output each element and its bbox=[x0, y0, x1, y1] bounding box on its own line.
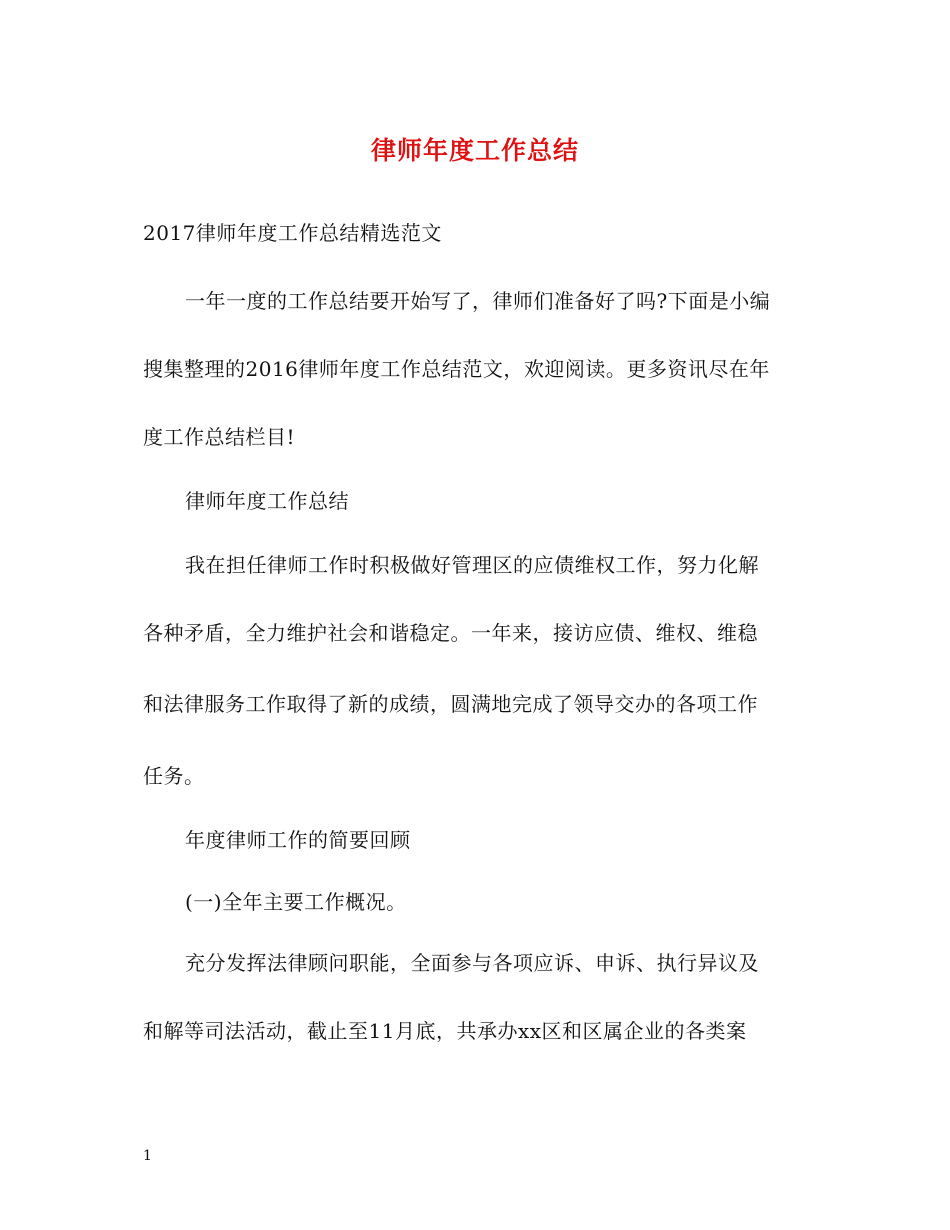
subsection-heading: (一)全年主要工作概况。 bbox=[185, 890, 407, 914]
body-line: 和解等司法活动，截止至11月底，共承办xx区和区属企业的各类案 bbox=[143, 1019, 747, 1043]
body-line: 一年一度的工作总结要开始写了，律师们准备好了吗?下面是小编 bbox=[185, 289, 771, 313]
body-line: 度工作总结栏目! bbox=[143, 425, 296, 449]
section-heading: 律师年度工作总结 bbox=[185, 489, 349, 513]
document-title: 律师年度工作总结 bbox=[370, 136, 579, 165]
body-line: 搜集整理的2016律师年度工作总结范文，欢迎阅读。更多资讯尽在年 bbox=[143, 357, 770, 381]
body-line: 各种矛盾，全力维护社会和谐稳定。一年来，接访应债、维权、维稳 bbox=[143, 621, 758, 645]
body-line: 我在担任律师工作时积极做好管理区的应债维权工作，努力化解 bbox=[185, 553, 759, 577]
subtitle-line: 2017律师年度工作总结精选范文 bbox=[143, 221, 442, 245]
body-line: 任务。 bbox=[143, 764, 205, 788]
body-line: 充分发挥法律顾问职能，全面参与各项应诉、申诉、执行异议及 bbox=[185, 951, 759, 975]
section-heading: 年度律师工作的简要回顾 bbox=[185, 828, 411, 852]
body-line: 和法律服务工作取得了新的成绩，圆满地完成了领导交办的各项工作 bbox=[143, 692, 758, 716]
page-number: 1 bbox=[143, 1148, 152, 1164]
